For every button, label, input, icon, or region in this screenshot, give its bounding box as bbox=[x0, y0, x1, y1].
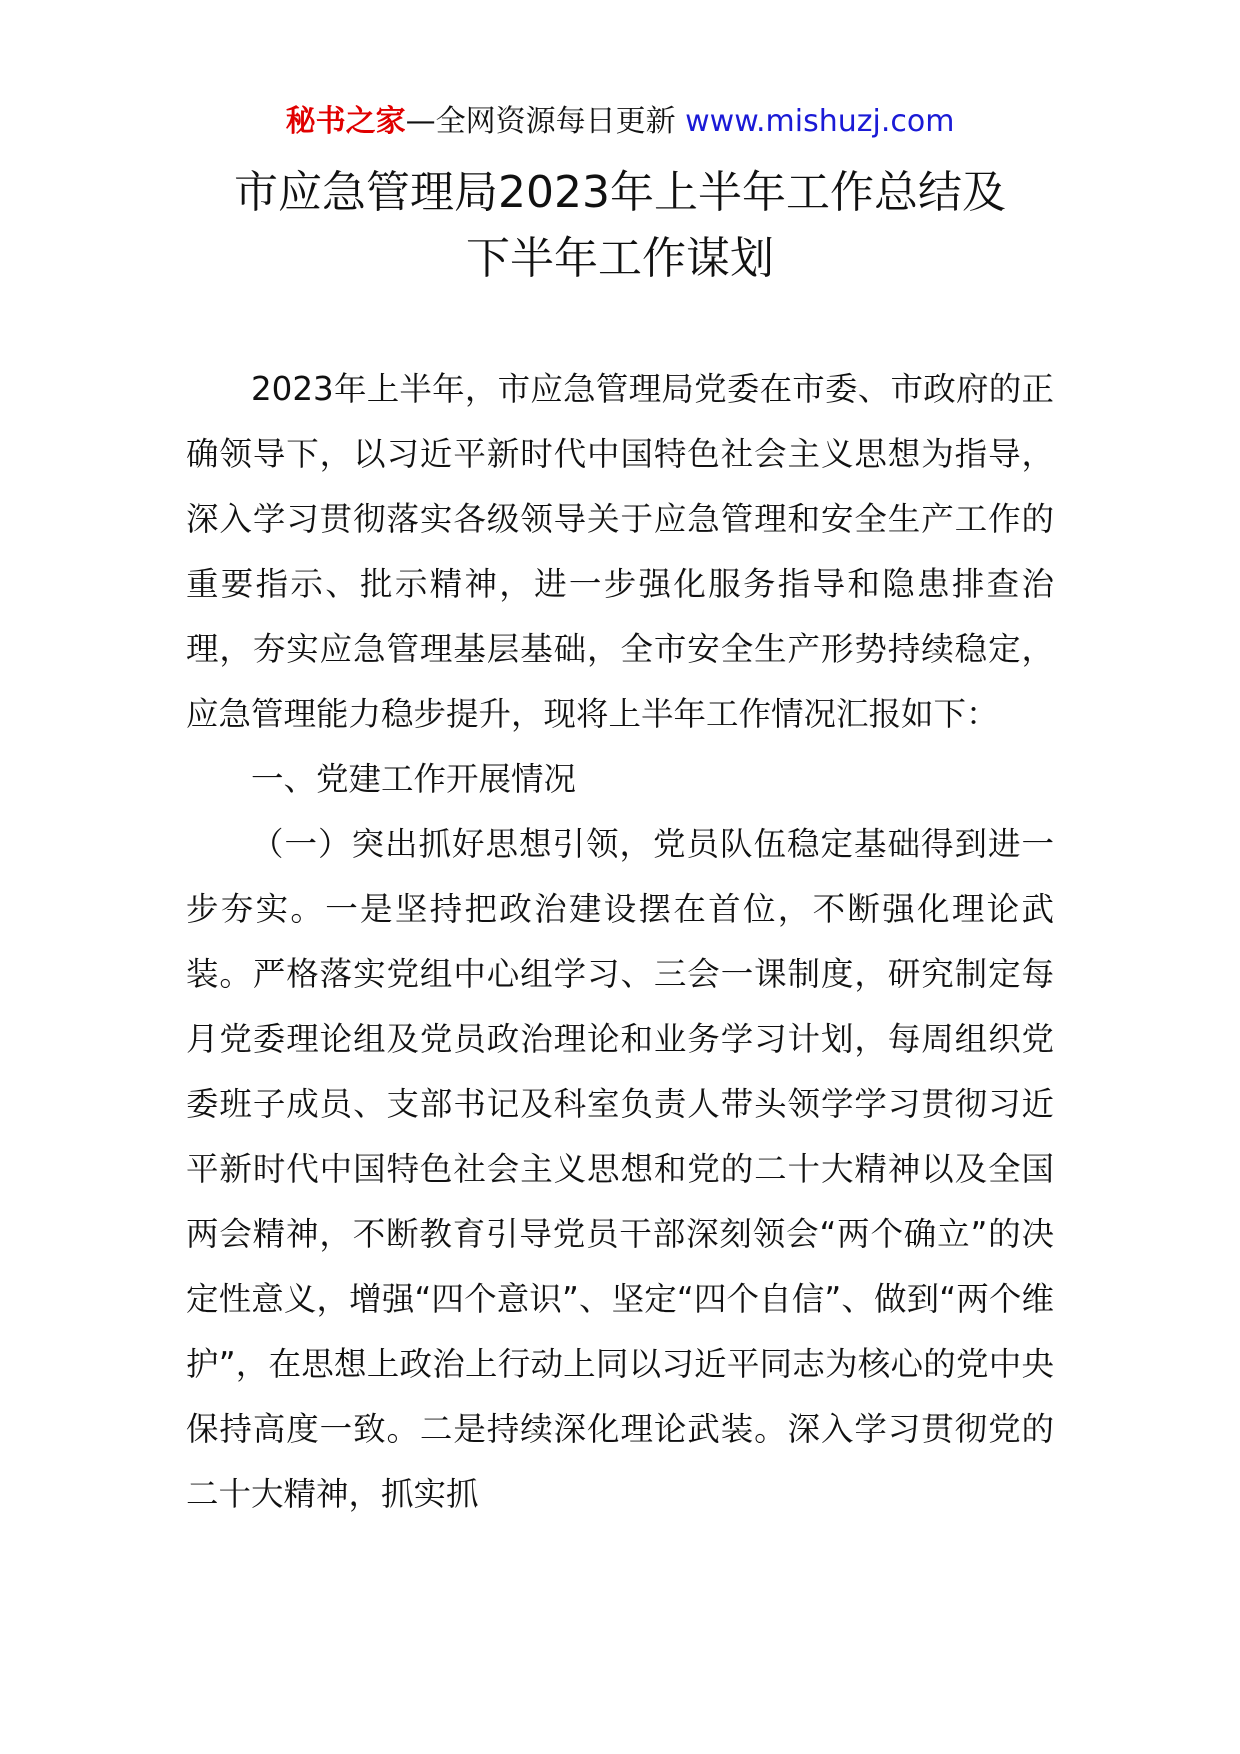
title-line-2: 下半年工作谋划 bbox=[466, 233, 774, 284]
site-banner bbox=[0, 100, 1240, 144]
intro-paragraph: 2023年上半年，市应急管理局党委在市委、市政府的正确领导下，以习近平新时代中国特色社会主义思想为指导，深入学习贯彻落实各级领导关于应急管理和安全生产工作的重要指示、批示精神，进一步强化服务指导和隐患排查治理，夯实应急管理基层基础，全市安全生产形势持续稳定，应急管理能力稳步提升，现将上半年工作情况汇报如下： bbox=[186, 370, 1054, 733]
title-line-1: 市应急管理局2023年上半年工作总结及 bbox=[234, 167, 1006, 218]
banner-slogan: —全网资源每日更新 bbox=[405, 104, 676, 139]
site-url-link[interactable]: www.mishuzj.com bbox=[685, 104, 955, 139]
brand-name: 秘书之家 bbox=[285, 104, 406, 139]
document-title bbox=[0, 160, 1240, 292]
section-heading: 一、党建工作开展情况 bbox=[251, 760, 577, 798]
section-paragraph: （一）突出抓好思想引领，党员队伍稳定基础得到进一步夯实。一是坚持把政治建设摆在首位，不断强化理论武装。严格落实党组中心组学习、三会一课制度，研究制定每月党委理论组及党员政治理论和业务学习计划，每周组织党委班子成员、支部书记及科室负责人带头领学学习贯彻习近平新时代中国特色社会主义思想和党的二十大精神以及全国两会精神，不断教育引导党员干部深刻领会“两个确立”的决定性意义，增强“四个意识”、坚定“四个自信”、做到“两个维护”，在思想上政治上行动上同以习近平同志为核心的党中央保持高度一致。二是持续深化理论武装。深入学习贯彻党的二十大精神，抓实抓 bbox=[186, 825, 1054, 1513]
document-body bbox=[186, 357, 1054, 1527]
